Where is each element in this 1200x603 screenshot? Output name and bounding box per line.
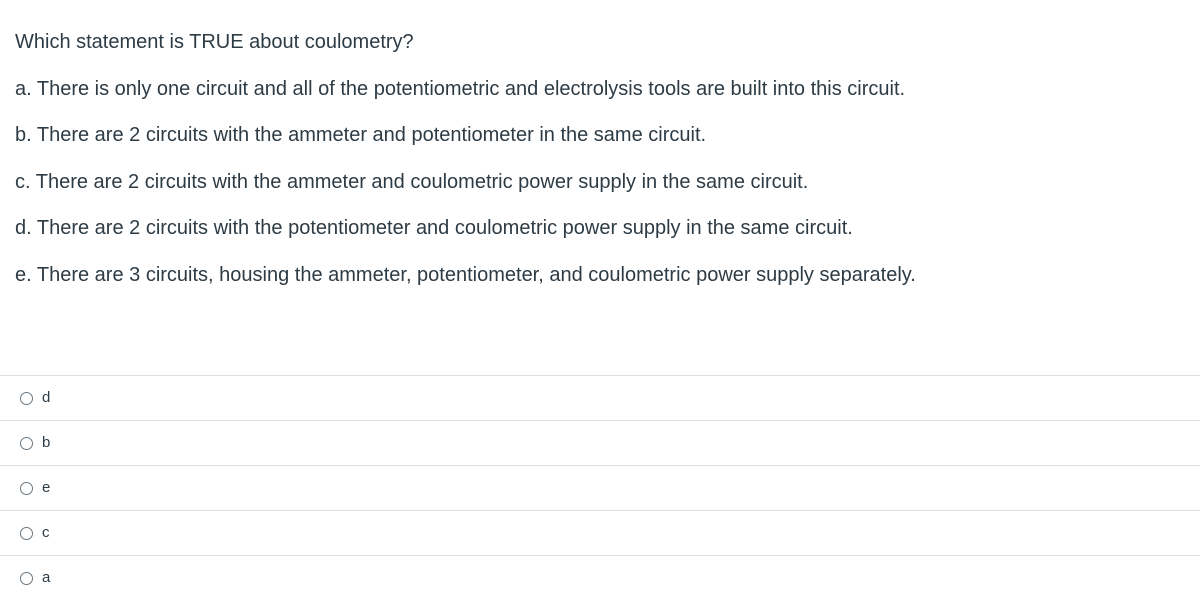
- question-prompt: Which statement is TRUE about coulometry?: [15, 31, 414, 53]
- statement-e: e. There are 3 circuits, housing the ammeter, potentiometer, and coulometric power supply separately.: [15, 263, 916, 286]
- radio-button[interactable]: [20, 527, 33, 540]
- statement-c: c. There are 2 circuits with the ammeter and coulometric power supply in the same circuit.: [15, 170, 809, 193]
- statement-d: d. There are 2 circuits with the potentiometer and coulometric power supply in the same circuit.: [15, 217, 853, 239]
- answer-option-a[interactable]: [0, 555, 1200, 600]
- statement-b: b. There are 2 circuits with the ammeter and potentiometer in the same circuit.: [15, 124, 707, 146]
- radio-button[interactable]: [20, 392, 33, 405]
- answer-label: e: [42, 479, 51, 496]
- answer-option-e[interactable]: [0, 465, 1200, 510]
- answer-options: [0, 375, 1200, 600]
- answer-option-b[interactable]: [0, 420, 1200, 465]
- answer-label: c: [42, 524, 50, 541]
- radio-button[interactable]: [20, 572, 33, 585]
- radio-button[interactable]: [20, 437, 33, 450]
- radio-button[interactable]: [20, 482, 33, 495]
- answer-label: a: [42, 569, 51, 586]
- question-block: [15, 28, 1185, 289]
- statement-a: a. There is only one circuit and all of the potentiometric and electrolysis tools are built into this circuit.: [15, 77, 906, 100]
- answer-option-c[interactable]: [0, 510, 1200, 555]
- answer-option-d[interactable]: [0, 375, 1200, 420]
- answer-label: d: [42, 389, 51, 406]
- answer-label: b: [42, 434, 51, 451]
